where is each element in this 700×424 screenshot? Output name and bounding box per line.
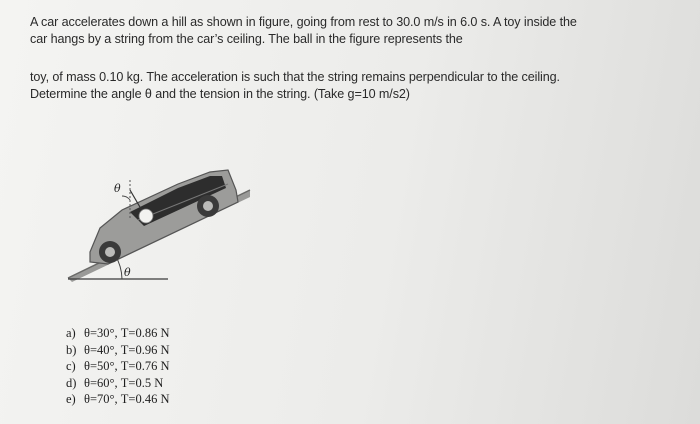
option-letter: e) [66, 392, 76, 406]
question-paragraph-1 [30, 14, 670, 48]
answer-option-e[interactable] [66, 391, 170, 408]
answer-options [66, 325, 170, 408]
string-angle-label: θ [114, 182, 121, 195]
option-text: θ=70°, T=0.46 N [84, 392, 170, 406]
question-line-4: Determine the angle θ and the tension in the string. (Take g=10 m/s2) [30, 87, 410, 101]
question-line-2: car hangs by a string from the car’s ceiling. The ball in the figure represents the [30, 32, 463, 46]
car [90, 170, 238, 264]
answer-option-a[interactable] [66, 325, 170, 342]
question-paragraph-2 [30, 69, 670, 103]
incline-angle-label: θ [124, 266, 131, 279]
option-text: θ=30°, T=0.86 N [84, 326, 170, 340]
answer-option-c[interactable] [66, 358, 170, 375]
option-letter: b) [66, 342, 77, 357]
toy-ball [139, 209, 153, 223]
answer-option-b[interactable] [66, 342, 170, 359]
car-on-incline-figure [60, 150, 260, 290]
string-angle-arc [122, 196, 130, 200]
option-text: θ=60°, T=0.5 N [84, 375, 164, 390]
question-line-3: toy, of mass 0.10 kg. The acceleration is such that the string remains perpendicular to the ceiling. [30, 70, 560, 84]
front-hub [203, 201, 213, 211]
answer-option-d[interactable] [66, 375, 170, 392]
option-text: θ=50°, T=0.76 N [84, 359, 170, 373]
rear-hub [105, 247, 115, 257]
option-letter: d) [66, 375, 77, 390]
option-letter: c) [66, 359, 76, 373]
car-on-incline-diagram [60, 150, 260, 290]
option-text: θ=40°, T=0.96 N [84, 342, 170, 357]
option-letter: a) [66, 326, 76, 340]
question-line-1: A car accelerates down a hill as shown in figure, going from rest to 30.0 m/s in 6.0 s. A toy inside the [30, 15, 577, 29]
